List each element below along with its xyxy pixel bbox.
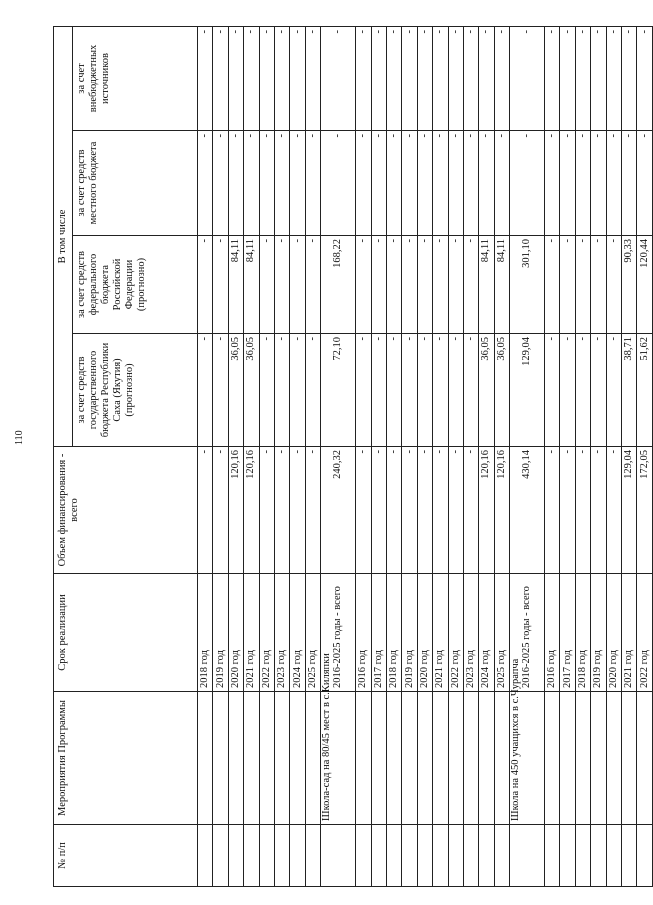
table-row [244,26,259,886]
cell-total: - [213,447,228,574]
cell-local: - [510,131,545,236]
cell-total: 120,16 [479,447,494,574]
cell-federal: - [560,236,575,334]
cell-no [637,825,652,887]
cell-republic: 51,62 [637,334,652,447]
cell-federal: - [575,236,590,334]
table-row [606,26,621,886]
cell-extra: - [386,26,401,130]
cell-extra: - [494,26,509,130]
page-number: 110 [14,430,25,445]
cell-federal: - [259,236,274,334]
cell-federal: 120,44 [637,236,652,334]
cell-federal: - [290,236,305,334]
header-total: Объем финансирования - всего [54,447,198,574]
table-row [622,26,637,886]
cell-federal: 90,33 [622,236,637,334]
cell-period: 2022 год [448,574,463,692]
cell-total: - [402,447,417,574]
cell-federal: 84,11 [228,236,243,334]
cell-republic: - [433,334,448,447]
cell-no [545,825,560,887]
cell-extra: - [479,26,494,130]
table-row [463,26,478,886]
cell-event [448,692,463,825]
cell-total: - [386,447,401,574]
cell-republic: - [402,334,417,447]
table-row [305,26,320,886]
cell-republic: - [386,334,401,447]
cell-federal: 84,11 [479,236,494,334]
table-row-summary [321,26,356,886]
table-header [54,26,198,886]
table-row [290,26,305,886]
table-row [417,26,432,886]
table-row [402,26,417,886]
cell-federal: - [198,236,213,334]
cell-republic: - [371,334,386,447]
table-row [356,26,371,886]
cell-event [402,692,417,825]
cell-local: - [321,131,356,236]
cell-local: - [433,131,448,236]
header-period: Срок реализации [54,574,198,692]
cell-event [591,692,606,825]
cell-period: 2023 год [463,574,478,692]
cell-period: 2019 год [402,574,417,692]
cell-local: - [356,131,371,236]
cell-total: - [575,447,590,574]
cell-total: - [560,447,575,574]
cell-local: - [545,131,560,236]
cell-local: - [290,131,305,236]
cell-federal: - [386,236,401,334]
cell-federal: - [402,236,417,334]
header-extrabudgetary: за счет внебюджетных источников [73,26,198,130]
cell-event [244,692,259,825]
cell-no [575,825,590,887]
cell-no [463,825,478,887]
cell-no [213,825,228,887]
cell-period: 2024 год [290,574,305,692]
cell-total: - [305,447,320,574]
cell-no [510,825,545,887]
cell-period: 2020 год [228,574,243,692]
cell-total: 129,04 [622,447,637,574]
cell-total: - [275,447,290,574]
table-row [637,26,652,886]
cell-local: - [259,131,274,236]
table-row [386,26,401,886]
cell-federal: 168,22 [321,236,356,334]
cell-total: 120,16 [244,447,259,574]
cell-republic: - [275,334,290,447]
cell-period: 2021 год [244,574,259,692]
cell-period: 2016-2025 годы - всего [510,574,545,692]
cell-local: - [371,131,386,236]
cell-local: - [305,131,320,236]
cell-republic: - [463,334,478,447]
cell-total: - [417,447,432,574]
cell-extra: - [637,26,652,130]
cell-extra: - [463,26,478,130]
table-row [545,26,560,886]
cell-federal: 84,11 [494,236,509,334]
cell-no [290,825,305,887]
cell-period: 2021 год [433,574,448,692]
table-row [448,26,463,886]
cell-period: 2019 год [591,574,606,692]
cell-total: - [545,447,560,574]
cell-local: - [417,131,432,236]
cell-republic: - [560,334,575,447]
cell-event [575,692,590,825]
cell-extra: - [371,26,386,130]
rotated-table-container [53,27,650,887]
cell-extra: - [244,26,259,130]
cell-total: - [433,447,448,574]
table-row [275,26,290,886]
cell-event [417,692,432,825]
cell-period: 2016 год [356,574,371,692]
cell-period: 2020 год [417,574,432,692]
cell-no [479,825,494,887]
cell-no [321,825,356,887]
cell-total: 120,16 [494,447,509,574]
table-row [494,26,509,886]
cell-extra: - [622,26,637,130]
header-federal-budget: за счет средств федерального бюджета Российской Федерации (прогнозно) [73,236,198,334]
cell-event [545,692,560,825]
cell-period: 2025 год [305,574,320,692]
cell-no [606,825,621,887]
cell-federal: - [545,236,560,334]
cell-extra: - [591,26,606,130]
cell-event [479,692,494,825]
cell-extra: - [433,26,448,130]
cell-local: - [494,131,509,236]
cell-total: 240,32 [321,447,356,574]
table-row [575,26,590,886]
cell-event [305,692,320,825]
cell-no [275,825,290,887]
cell-extra: - [228,26,243,130]
cell-federal: - [433,236,448,334]
cell-event [606,692,621,825]
cell-event [637,692,652,825]
cell-no [356,825,371,887]
cell-no [386,825,401,887]
cell-no [494,825,509,887]
cell-local: - [228,131,243,236]
cell-extra: - [402,26,417,130]
cell-republic: 36,05 [244,334,259,447]
table-row [560,26,575,886]
cell-republic: 36,05 [494,334,509,447]
cell-event [228,692,243,825]
cell-republic: - [259,334,274,447]
cell-federal: - [591,236,606,334]
cell-local: - [448,131,463,236]
cell-period: 2022 год [259,574,274,692]
table-row [371,26,386,886]
cell-event [560,692,575,825]
cell-event [290,692,305,825]
cell-total: - [463,447,478,574]
cell-republic: - [575,334,590,447]
cell-republic: 36,05 [479,334,494,447]
cell-event: Школа на 450 учащихся в с.Чурапча [510,692,545,825]
cell-total: - [198,447,213,574]
header-no: № п/п [54,825,198,887]
cell-federal: 84,11 [244,236,259,334]
cell-no [259,825,274,887]
cell-period: 2019 год [213,574,228,692]
cell-total: - [448,447,463,574]
cell-federal: - [275,236,290,334]
cell-extra: - [275,26,290,130]
cell-local: - [560,131,575,236]
cell-local: - [622,131,637,236]
cell-total: 172,05 [637,447,652,574]
cell-extra: - [198,26,213,130]
header-event: Мероприятия Программы [54,692,198,825]
cell-local: - [575,131,590,236]
cell-event [622,692,637,825]
cell-federal: - [305,236,320,334]
table-row [479,26,494,886]
cell-event [494,692,509,825]
cell-event [356,692,371,825]
cell-total: - [356,447,371,574]
cell-period: 2023 год [275,574,290,692]
cell-republic: - [356,334,371,447]
cell-total: 430,14 [510,447,545,574]
cell-extra: - [259,26,274,130]
cell-no [305,825,320,887]
cell-period: 2016-2025 годы - всего [321,574,356,692]
cell-federal: - [356,236,371,334]
cell-no [228,825,243,887]
cell-event: Школа-сад на 80/45 мест в с.Киляпки [321,692,356,825]
cell-period: 2021 год [622,574,637,692]
cell-no [591,825,606,887]
cell-extra: - [510,26,545,130]
header-republic-budget: за счет средств государственного бюджета Республики Саха (Якутия) (прогнозно) [73,334,198,447]
cell-total: - [290,447,305,574]
cell-event [275,692,290,825]
header-local-budget: за счет средств местного бюджета [73,131,198,236]
table-body [198,26,653,886]
cell-period: 2016 год [545,574,560,692]
table-row [433,26,448,886]
cell-republic: - [545,334,560,447]
cell-period: 2020 год [606,574,621,692]
cell-republic: - [417,334,432,447]
cell-total: - [591,447,606,574]
cell-republic: - [448,334,463,447]
cell-no [244,825,259,887]
cell-event [259,692,274,825]
cell-local: - [198,131,213,236]
table-row [228,26,243,886]
cell-no [560,825,575,887]
cell-federal: - [371,236,386,334]
cell-republic: - [290,334,305,447]
cell-republic: 129,04 [510,334,545,447]
cell-republic: 36,05 [228,334,243,447]
cell-extra: - [560,26,575,130]
cell-local: - [275,131,290,236]
cell-event [433,692,448,825]
cell-period: 2017 год [371,574,386,692]
cell-event [213,692,228,825]
cell-no [622,825,637,887]
cell-period: 2022 год [637,574,652,692]
cell-event [463,692,478,825]
cell-local: - [244,131,259,236]
table-row [213,26,228,886]
cell-extra: - [290,26,305,130]
cell-federal: - [417,236,432,334]
cell-local: - [463,131,478,236]
cell-local: - [402,131,417,236]
cell-republic: - [198,334,213,447]
cell-extra: - [213,26,228,130]
table-row-summary [510,26,545,886]
cell-republic: 72,10 [321,334,356,447]
cell-extra: - [545,26,560,130]
cell-no [198,825,213,887]
cell-extra: - [356,26,371,130]
cell-republic: 38,71 [622,334,637,447]
financing-table [53,26,653,887]
cell-period: 2018 год [198,574,213,692]
cell-period: 2024 год [479,574,494,692]
header-including: В том числе [54,26,73,446]
cell-period: 2017 год [560,574,575,692]
cell-no [417,825,432,887]
cell-event [386,692,401,825]
cell-no [448,825,463,887]
cell-period: 2025 год [494,574,509,692]
table-row [198,26,213,886]
cell-local: - [213,131,228,236]
cell-local: - [591,131,606,236]
cell-extra: - [305,26,320,130]
cell-event [198,692,213,825]
cell-local: - [637,131,652,236]
cell-local: - [386,131,401,236]
cell-federal: - [463,236,478,334]
cell-period: 2018 год [386,574,401,692]
cell-republic: - [213,334,228,447]
cell-republic: - [606,334,621,447]
cell-no [433,825,448,887]
cell-period: 2018 год [575,574,590,692]
cell-republic: - [591,334,606,447]
cell-no [402,825,417,887]
cell-no [371,825,386,887]
cell-federal: - [448,236,463,334]
cell-extra: - [321,26,356,130]
cell-extra: - [448,26,463,130]
table-row [591,26,606,886]
cell-extra: - [417,26,432,130]
cell-extra: - [606,26,621,130]
cell-total: - [371,447,386,574]
cell-event [371,692,386,825]
cell-federal: - [213,236,228,334]
cell-total: 120,16 [228,447,243,574]
cell-total: - [259,447,274,574]
cell-local: - [479,131,494,236]
cell-republic: - [305,334,320,447]
cell-federal: - [606,236,621,334]
table-row [259,26,274,886]
cell-local: - [606,131,621,236]
cell-total: - [606,447,621,574]
cell-extra: - [575,26,590,130]
cell-federal: 301,10 [510,236,545,334]
